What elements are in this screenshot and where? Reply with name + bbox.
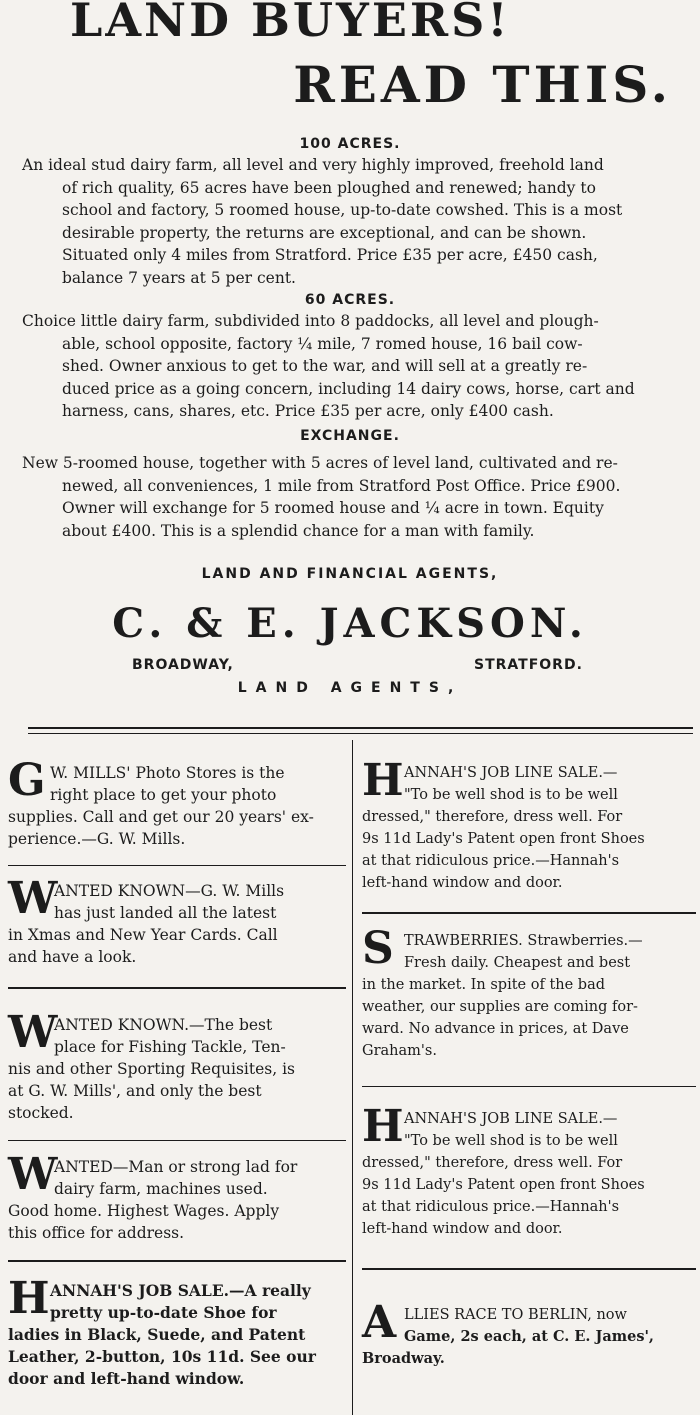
ad-line: weather, our supplies are coming for- bbox=[362, 999, 638, 1015]
ad-line: ANNAH'S JOB SALE.—A really bbox=[50, 1281, 311, 1300]
drop-cap: W bbox=[8, 1149, 58, 1200]
ad-line: and have a look. bbox=[8, 948, 137, 966]
agency-role: LAND AGENTS, bbox=[237, 680, 463, 696]
ad-divider bbox=[362, 1268, 696, 1270]
ad-line: at that ridiculous price.—Hannah's bbox=[362, 1199, 620, 1215]
ad-line: door and left-hand window. bbox=[8, 1369, 245, 1388]
drop-cap: W bbox=[8, 873, 58, 924]
ad-divider bbox=[362, 1086, 696, 1087]
ad-line: at that ridiculous price.—Hannah's bbox=[362, 853, 620, 869]
ad-line: stocked. bbox=[8, 1104, 74, 1122]
listing-line: school and factory, 5 roomed house, up-to-date cowshed. This is a most bbox=[62, 201, 623, 219]
agency-name: C. & E. JACKSON. bbox=[112, 600, 588, 647]
listing-body bbox=[22, 154, 692, 289]
listing-line: Owner will exchange for 5 roomed house and ¼ acre in town. Equity bbox=[62, 499, 604, 517]
section-divider bbox=[28, 733, 693, 734]
ad-line: nis and other Sporting Requisites, is bbox=[8, 1060, 295, 1078]
ad-line: Broadway. bbox=[362, 1350, 445, 1367]
ad-line: left-hand window and door. bbox=[362, 1221, 563, 1237]
listing-heading: 100 ACRES. bbox=[299, 136, 401, 152]
ad-line: TRAWBERRIES. Strawberries.— bbox=[404, 933, 643, 949]
listing-line: harness, cans, shares, etc. Price £35 per acre, only £400 cash. bbox=[62, 402, 554, 420]
ad-divider bbox=[8, 1140, 346, 1141]
column-divider bbox=[352, 740, 353, 1415]
drop-cap: H bbox=[8, 1273, 50, 1324]
listing-line: New 5-roomed house, together with 5 acres of level land, cultivated and re- bbox=[22, 454, 618, 472]
agency-tagline: LAND AND FINANCIAL AGENTS, bbox=[201, 566, 499, 582]
section-divider bbox=[28, 727, 693, 729]
classified-ad bbox=[362, 1297, 654, 1370]
classified-ad bbox=[8, 873, 285, 968]
ad-divider bbox=[8, 987, 346, 989]
ad-line: LLIES RACE TO BERLIN, now bbox=[404, 1307, 627, 1323]
drop-cap: W bbox=[8, 1007, 58, 1058]
ad-line: ANTED KNOWN.—The best bbox=[54, 1016, 273, 1034]
ad-line: Game, 2s each, at C. E. James', bbox=[404, 1328, 654, 1345]
listing-heading: 60 ACRES. bbox=[304, 292, 396, 308]
drop-cap: G bbox=[8, 755, 46, 806]
ad-line: at G. W. Mills', and only the best bbox=[8, 1082, 262, 1100]
ad-line: dressed," therefore, dress well. For bbox=[362, 1155, 623, 1171]
ad-divider bbox=[8, 1260, 346, 1262]
listing-line: balance 7 years at 5 per cent. bbox=[62, 268, 296, 287]
ad-line: in the market. In spite of the bad bbox=[362, 977, 606, 993]
classified-ad bbox=[362, 923, 643, 1062]
listing-body bbox=[22, 310, 692, 423]
listing-line: duced price as a going concern, including 14 dairy cows, horse, cart and bbox=[62, 379, 635, 398]
drop-cap: A bbox=[362, 1297, 397, 1348]
classified-ad bbox=[8, 1007, 295, 1124]
ad-line: "To be well shod is to be well bbox=[404, 787, 618, 803]
ad-line: ANTED—Man or strong lad for bbox=[54, 1158, 298, 1176]
page-subtitle: READ THIS. bbox=[293, 55, 672, 114]
drop-cap: H bbox=[362, 755, 404, 806]
drop-cap: H bbox=[362, 1101, 404, 1152]
ad-line: Good home. Highest Wages. Apply bbox=[8, 1202, 280, 1220]
agency-town: STRATFORD. bbox=[474, 657, 583, 673]
ad-line: 9s 11d Lady's Patent open front Shoes bbox=[362, 1177, 645, 1193]
ad-line: Fresh daily. Cheapest and best bbox=[404, 955, 631, 971]
ad-line: Leather, 2-button, 10s 11d. See our bbox=[8, 1347, 316, 1366]
ad-line: ward. No advance in prices, at Dave bbox=[362, 1021, 629, 1037]
ad-line: dairy farm, machines used. bbox=[54, 1180, 268, 1198]
listing-body bbox=[22, 452, 692, 542]
ad-divider bbox=[362, 912, 696, 914]
agency-street: BROADWAY, bbox=[132, 657, 234, 673]
ad-line: perience.—G. W. Mills. bbox=[8, 830, 186, 848]
classified-ad bbox=[362, 1101, 645, 1240]
listing-line: An ideal stud dairy farm, all level and very highly improved, freehold land bbox=[22, 156, 604, 174]
listing-line: newed, all conveniences, 1 mile from Stratford Post Office. Price £900. bbox=[62, 476, 621, 495]
listing-heading: EXCHANGE. bbox=[300, 428, 400, 444]
ad-line: left-hand window and door. bbox=[362, 875, 563, 891]
ad-line: dressed," therefore, dress well. For bbox=[362, 809, 623, 825]
classified-ad bbox=[8, 1273, 316, 1390]
ad-line: ladies in Black, Suede, and Patent bbox=[8, 1325, 306, 1344]
classified-ad bbox=[8, 755, 314, 850]
ad-line: W. MILLS' Photo Stores is the bbox=[50, 764, 285, 782]
ad-line: has just landed all the latest bbox=[54, 904, 277, 922]
ad-line: ANNAH'S JOB LINE SALE.— bbox=[404, 1111, 618, 1127]
listing-line: desirable property, the returns are exceptional, and can be shown. bbox=[62, 223, 587, 242]
listing-line: about £400. This is a splendid chance for a man with family. bbox=[62, 521, 535, 540]
listing-line: Choice little dairy farm, subdivided into 8 paddocks, all level and plough- bbox=[22, 312, 599, 330]
classified-ad bbox=[8, 1149, 298, 1244]
ad-line: right place to get your photo bbox=[50, 786, 277, 804]
listing-line: able, school opposite, factory ¼ mile, 7 romed house, 16 bail cow- bbox=[62, 334, 583, 353]
ad-line: in Xmas and New Year Cards. Call bbox=[8, 926, 278, 944]
listing-line: shed. Owner anxious to get to the war, and will sell at a greatly re- bbox=[62, 357, 588, 375]
ad-line: pretty up-to-date Shoe for bbox=[50, 1303, 277, 1322]
ad-line: place for Fishing Tackle, Ten- bbox=[54, 1038, 286, 1056]
ad-line: supplies. Call and get our 20 years' ex- bbox=[8, 808, 314, 826]
listing-line: of rich quality, 65 acres have been ploughed and renewed; handy to bbox=[62, 178, 596, 197]
ad-line: Graham's. bbox=[362, 1043, 437, 1059]
classified-ad bbox=[362, 755, 645, 894]
page-title: LAND BUYERS! bbox=[70, 0, 511, 47]
drop-cap: S bbox=[362, 923, 394, 974]
ad-line: ANNAH'S JOB LINE SALE.— bbox=[404, 765, 618, 781]
ad-line: ANTED KNOWN—G. W. Mills bbox=[54, 882, 285, 900]
listing-line: Situated only 4 miles from Stratford. Price £35 per acre, £450 cash, bbox=[62, 246, 598, 264]
ad-divider bbox=[8, 865, 346, 866]
ad-line: "To be well shod is to be well bbox=[404, 1133, 618, 1149]
ad-line: this office for address. bbox=[8, 1224, 185, 1242]
ad-line: 9s 11d Lady's Patent open front Shoes bbox=[362, 831, 645, 847]
